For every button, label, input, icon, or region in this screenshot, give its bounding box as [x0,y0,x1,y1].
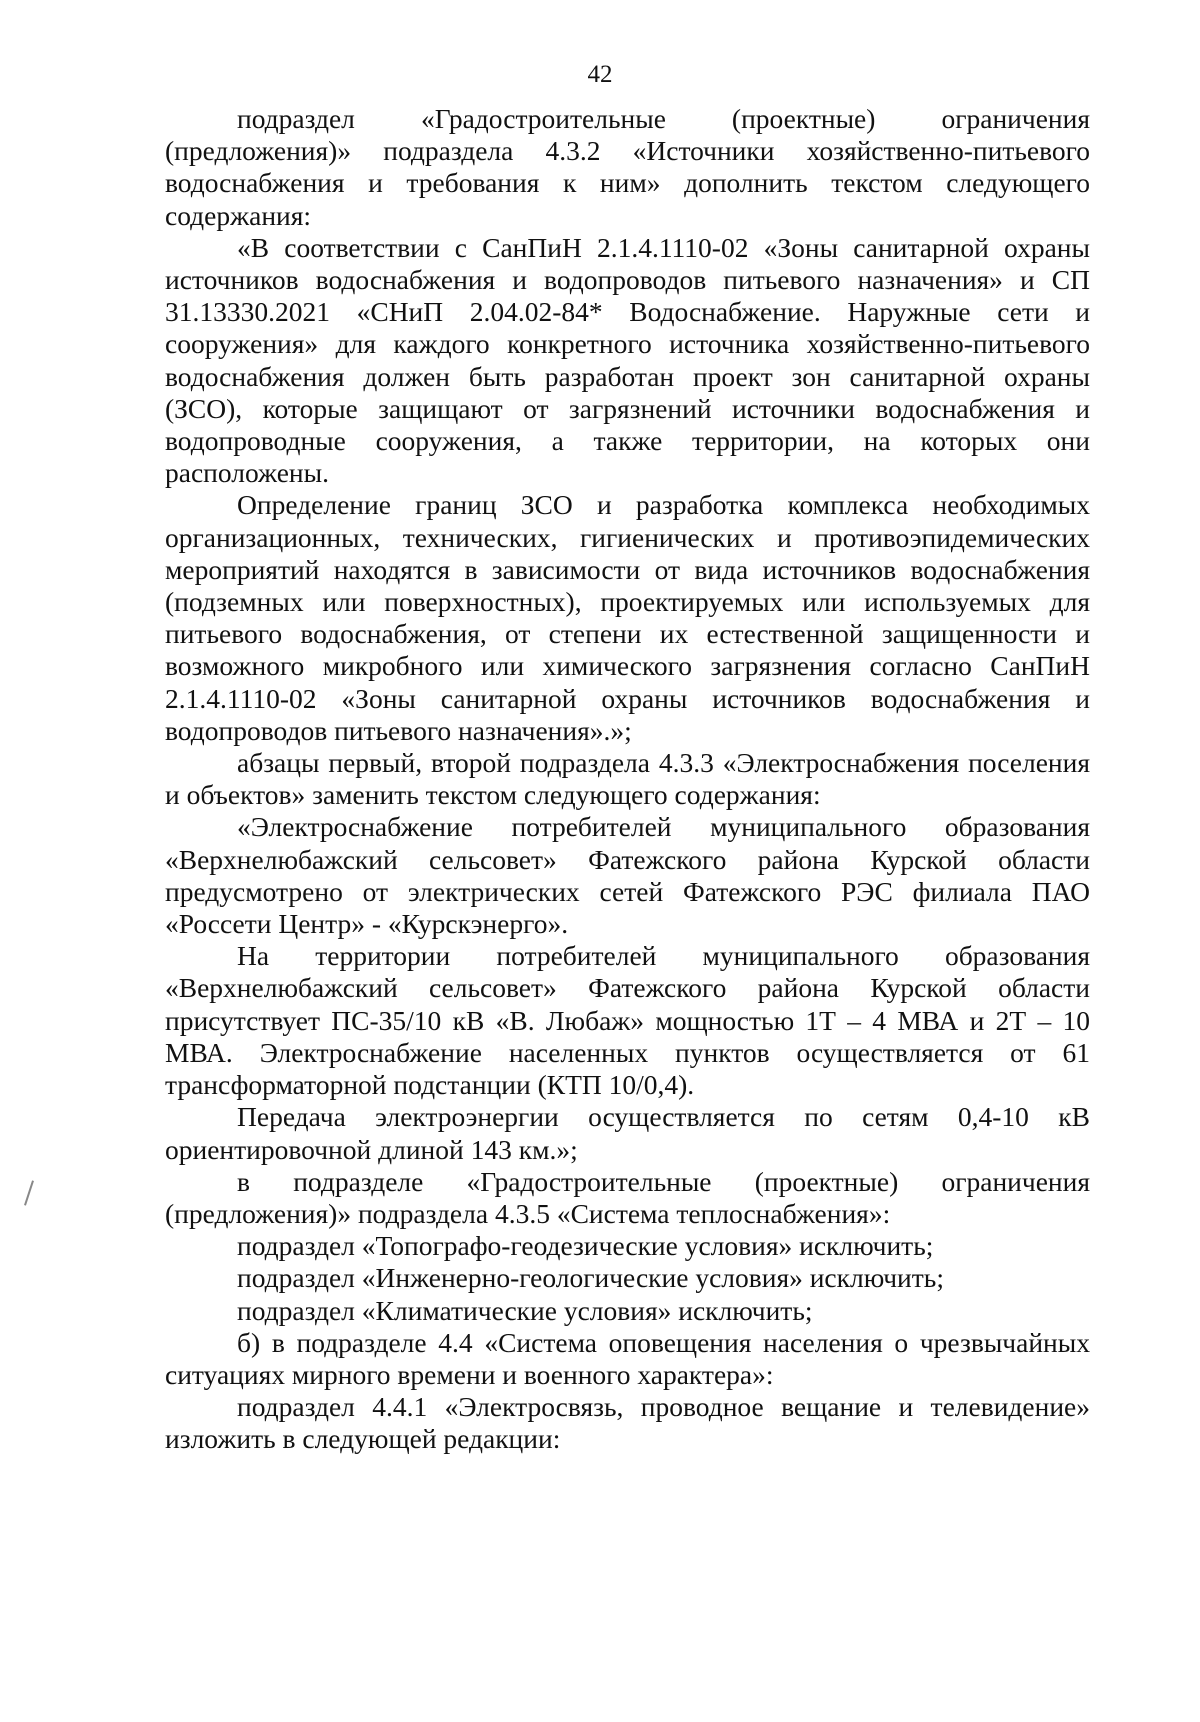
page-number: 42 [587,61,613,88]
paragraph-subsection-4-4-1-new-edition: подраздел 4.4.1 «Электросвязь, проводное вещание и телевидение» изложить в следующей редакции: [165,1391,1090,1455]
paragraph-subsection-4-4-amendment: б) в подразделе 4.4 «Система оповещения населения о чрезвычайных ситуациях мирного времени и военного характера»: [165,1326,1090,1390]
paragraph-zso-boundaries: Определение границ ЗСО и разработка комплекса необходимых организационных, технических, гигиенических и противоэпидемических мероприятий находятся в зависимости от вида источников водоснабжения (подземных или поверхностных), проектируемых или используемых для питьевого водоснабжения, от степени их естественной защищенности и возможного микробного или химического загрязнения согласно СанПиН 2.1.4.1110-02 «Зоны санитарной охраны источников водоснабжения и водопроводов питьевого назначения».»; [165,489,1090,746]
paragraph-power-transmission: Передача электроэнергии осуществляется по сетям 0,4-10 кВ ориентировочной длиной 143 км.»; [165,1101,1090,1165]
scan-artifact-mark [24,1180,34,1205]
paragraph-subsection-4-3-5-amendment: в подразделе «Градостроительные (проектные) ограничения (предложения)» подраздела 4.3.5 «Система теплоснабжения»: [165,1165,1090,1229]
paragraph-exclude-topographic: подраздел «Топографо-геодезические условия» исключить; [237,1230,934,1262]
paragraph-power-supply-source: «Электроснабжение потребителей муниципального образования «Верхнелюбажский сельсовет» Фатежского района Курской области предусмотрено от электрических сетей Фатежского РЭС филиала ПАО «Россети Центр» - «Курскэнерго». [165,811,1090,940]
paragraph-subsection-4-3-3-replacement: абзацы первый, второй подраздела 4.3.3 «Электроснабжения поселения и объектов» заменить текстом следующего содержания: [165,747,1090,811]
paragraph-exclude-climatic: подраздел «Климатические условия» исключить; [237,1294,813,1326]
paragraph-sanpin-zso-requirement: «В соответствии с СанПиН 2.1.4.1110-02 «Зоны санитарной охраны источников водоснабжения и водопроводов питьевого назначения» и СП 31.13330.2021 «СНиП 2.04.02-84* Водоснабжение. Наружные сети и сооружения» для каждого конкретного источника хозяйственно-питьевого водоснабжения должен быть разработан проект зон санитарной охраны (ЗСО), которые защищают от загрязнений источники водоснабжения и водопроводные сооружения, а также территории, на которых они расположены. [165,231,1090,489]
paragraph-subsection-4-3-2-amendment: подраздел «Градостроительные (проектные) ограничения (предложения)» подраздела 4.3.2 «Источники хозяйственно-питьевого водоснабжения и требования к ним» дополнить текстом следующего содержания: [165,103,1090,231]
paragraph-exclude-geological: подраздел «Инженерно-геологические условия» исключить; [237,1262,944,1294]
document-body [165,103,1090,1456]
paragraph-substation-details: На территории потребителей муниципального образования «Верхнелюбажский сельсовет» Фатежского района Курской области присутствует ПС-35/10 кВ «В. Любаж» мощностью 1Т – 4 МВА и 2Т – 10 МВА. Электроснабжение населенных пунктов осуществляется от 61 трансформаторной подстанции (КТП 10/0,4). [165,940,1090,1101]
